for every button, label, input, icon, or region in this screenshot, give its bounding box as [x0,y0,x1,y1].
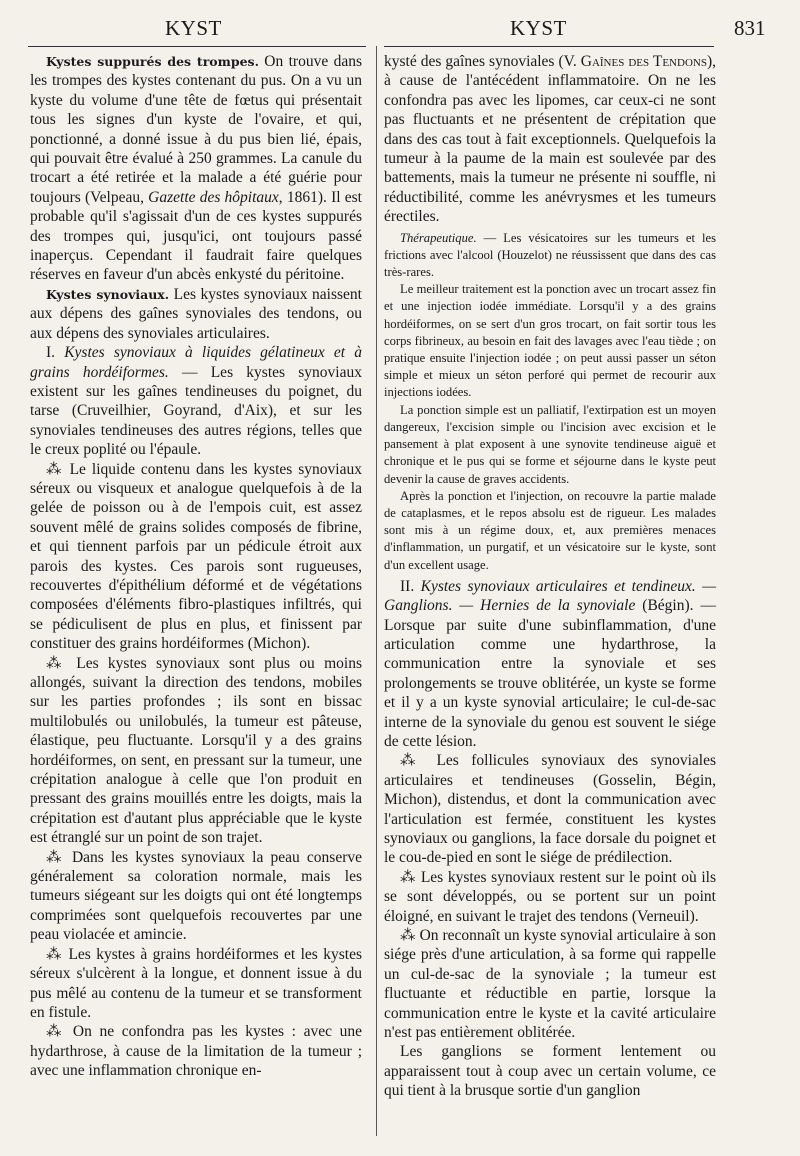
paragraph-ponction: La ponction simple est un palliatif, l'extirpation est un moyen dangereux, l'excision simple ou l'incision avec excision et le pansement à plat exposent à une synovite tendineuse aiguë et chronique et le pus qui se forme et séjourne dans le kyste peut devenir la cause de graves accidents. [384,402,716,486]
paragraph-section-two: II. Kystes synoviaux articulaires et tendineux. — Ganglions. — Hernies de la synoviale (Bégin). — Lorsque par suite d'une subinflammation, d'une articulation comme une hydarthrose, la communication entre la synoviale et ses prolongements se trouve oblitérée, un kyste se forme et il y a un kyste synovial articulaire; le cul-de-sac interne de la synoviale du genou est souvent le siége de cette lésion. [384,577,717,750]
column-divider [376,46,377,1136]
section-heading-kystes-suppures: Kystes suppurés des trompes. [46,54,259,69]
header-rule-left [28,46,366,47]
subsection-heading-two: Kystes synoviaux articulaires et tendineux. — Ganglions. — Hernies de la synoviale [384,577,717,615]
subsection-heading-one: Kystes synoviaux à liquides gélatineux et à grains hordéiformes. [30,344,362,381]
left-column [30,52,362,1081]
paragraph-therapeutique: Thérapeutique. — Les vésicatoires sur les tumeurs et les frictions avec l'alcool (Houzelot) ne réussissent que dans des cas très-rares. [384,230,716,280]
running-header [0,16,800,42]
paragraph-confondra: ⁂ On ne confondra pas les kystes : avec une hydarthrose, à cause de la limitation de la tumeur ; avec une inflammation chronique en- [30,1023,362,1080]
paragraph-ulcerent: ⁂ Les kystes à grains hordéiformes et les kystes séreux s'ulcèrent à la longue, et donnent issue à du pus mêlé au contenu de la tumeur et se transforment en fistule. [30,945,362,1021]
therapy-heading: Thérapeutique. [400,230,477,245]
paragraph-restent: ⁂ Les kystes synoviaux restent sur le point où ils se sont développés, ou se portent sur un point éloigné, en suivant le trajet des tendons (Verneuil). [384,868,716,925]
right-column [384,52,716,1101]
paragraph-ganglions: Les ganglions se forment lentement ou apparaissent tout à coup avec un certain volume, ce qui tient à la brusque sortie d'un ganglion [384,1043,716,1100]
header-right-title: KYST [510,16,567,40]
page-number: 831 [734,16,766,40]
header-left-title: KYST [165,16,222,40]
section-heading-kystes-synoviaux: Kystes synoviaux. [46,286,170,302]
paragraph-kystes-suppures: Kystes suppurés des trompes. On trouve dans les trompes des kystes contenant du pus. On a vu un kyste du volume d'une tête de fœtus qui présentait tous les signes d'un kyste de l'ovaire, et qui, ponctionné, a donné issue à du pus bien lié, épais, qui pouvait être évalué à 250 grammes. La canule du trocart a été retirée et la malade a été guérie pour toujours (Velpeau, Gazette des hôpitaux, 1861). Il est probable qu'il s'agissait d'un de ces kystes suppurés des trompes qui, jusqu'ici, ont toujours passé inaperçus. Cependant il faudrait faire quelques réserves en faveur d'un abcès enkysté du péritoine. [30,53,362,284]
paragraph-continuation: kysté des gaînes synoviales (V. Gaînes des Tendons), à cause de l'antécédent inflammatoire. On ne les confondra pas avec les lipomes, car ceux-ci ne sont pas fluctuants et ne présentent de crépitation que dans des cas tout à fait exceptionnels. Quelquefois la tumeur à la paume de la main est soulevée par des battements, mais la tumeur ne présente ni souffle, ni réductibilité, comme les anévrysmes et les tumeurs érectiles. [384,53,716,226]
paragraph-section-one: I. Kystes synoviaux à liquides gélatineux et à grains hordéiformes. — Les kystes synoviaux existent sur les gaînes tendineuses du poignet, du tarse (Cruveilhier, Goyrand, d'Aix), et sur les synoviales tendineuses des autres régions, telles que le creux poplité ou l'épaule. [30,344,362,459]
paragraph-kystes-synoviaux: Kystes synoviaux. Les kystes synoviaux naissent aux dépens des gaînes synoviales des tendons, ou aux dépens des synoviales articulaires. [30,285,362,342]
paragraph-liquide: ⁂ Le liquide contenu dans les kystes synoviaux séreux ou visqueux et analogue quelquefois à de la gelée de poisson ou à de l'empois cuit, est assez souvent mêlé de grains solides composés de fibrine, et qui tiennent parfois par un pédicule étroit aux parois des kystes. Ces parois sont rugueuses, recouvertes d'épithélium déformé et de végétations composées d'éléments fibro-plastiques infiltrés, qui se pédiculisent de plus en plus, et finissent par constituer des grains hordéiformes (Michon). [30,460,362,653]
paragraph-traitement: Le meilleur traitement est la ponction avec un trocart assez fin et une injection iodée immédiate. Lorsqu'il y a des grains hordéiformes, on se sert d'un gros trocart, on fait sortir tous les corps fibrineux, au besoin en fait des lavages avec l'eau tiède ; on pratique ensuite l'injection iodée ; on peut aussi passer un séton simple et mieux un séton perforé qui permet de recourir aux injections iodées. [384,282,716,400]
header-rule-right [384,46,714,47]
paragraph-peau: ⁂ Dans les kystes synoviaux la peau conserve généralement sa coloration normale, mais les tumeurs siégeant sur les doigts qui ont été longtemps comprimées sont quelquefois recouvertes par une peau violacée et amincie. [30,848,362,944]
citation-title: Gazette des hôpitaux [148,188,279,206]
cross-reference: Gaînes des Tendons [580,53,707,70]
paragraph-follicules: ⁂ Les follicules synoviaux des synoviales articulaires et tendineuses (Gosselin, Bégin, Michon), distendus, et dont la communication avec l'articulation est fermée, constituent les kystes synoviaux ou ganglions, la face dorsale du poignet et le cou-de-pied en sont le siége de prédilection. [384,752,716,867]
paragraph-reconnait: ⁂ On reconnaît un kyste synovial articulaire à son siége près d'une articulation, à sa forme qui rappelle un cul-de-sac de la synoviale ; la tumeur est fluctuante et réductible en partie, lorsque la communication entre le kyste et la cavité articulaire n'est pas entièrement oblitérée. [384,927,716,1042]
paragraph-allonges: ⁂ Les kystes synoviaux sont plus ou moins allongés, suivant la direction des tendons, mobiles sur les parties profondes ; ils sont en bissac multilobulés ou unilobulés, la tumeur est pâteuse, élastique, peu fluctuante. Lorsqu'il y a des grains hordéiformes, on sent, en pressant sur la tumeur, une crépitation analogue à celle que l'on produit en pressant des grains mouillés entre les doigts, mais la crépitation est d'autant plus appréciable que le kyste est étranglé sur un point de son trajet. [30,654,362,847]
paragraph-apres: Après la ponction et l'injection, on recouvre la partie malade de cataplasmes, et le repos absolu est de rigueur. Les malades sont mis à un régime doux, et, aux premières menaces d'inflammation, un purgatif, et un vésicatoire sur le kyste, sont d'un excellent usage. [384,488,716,572]
